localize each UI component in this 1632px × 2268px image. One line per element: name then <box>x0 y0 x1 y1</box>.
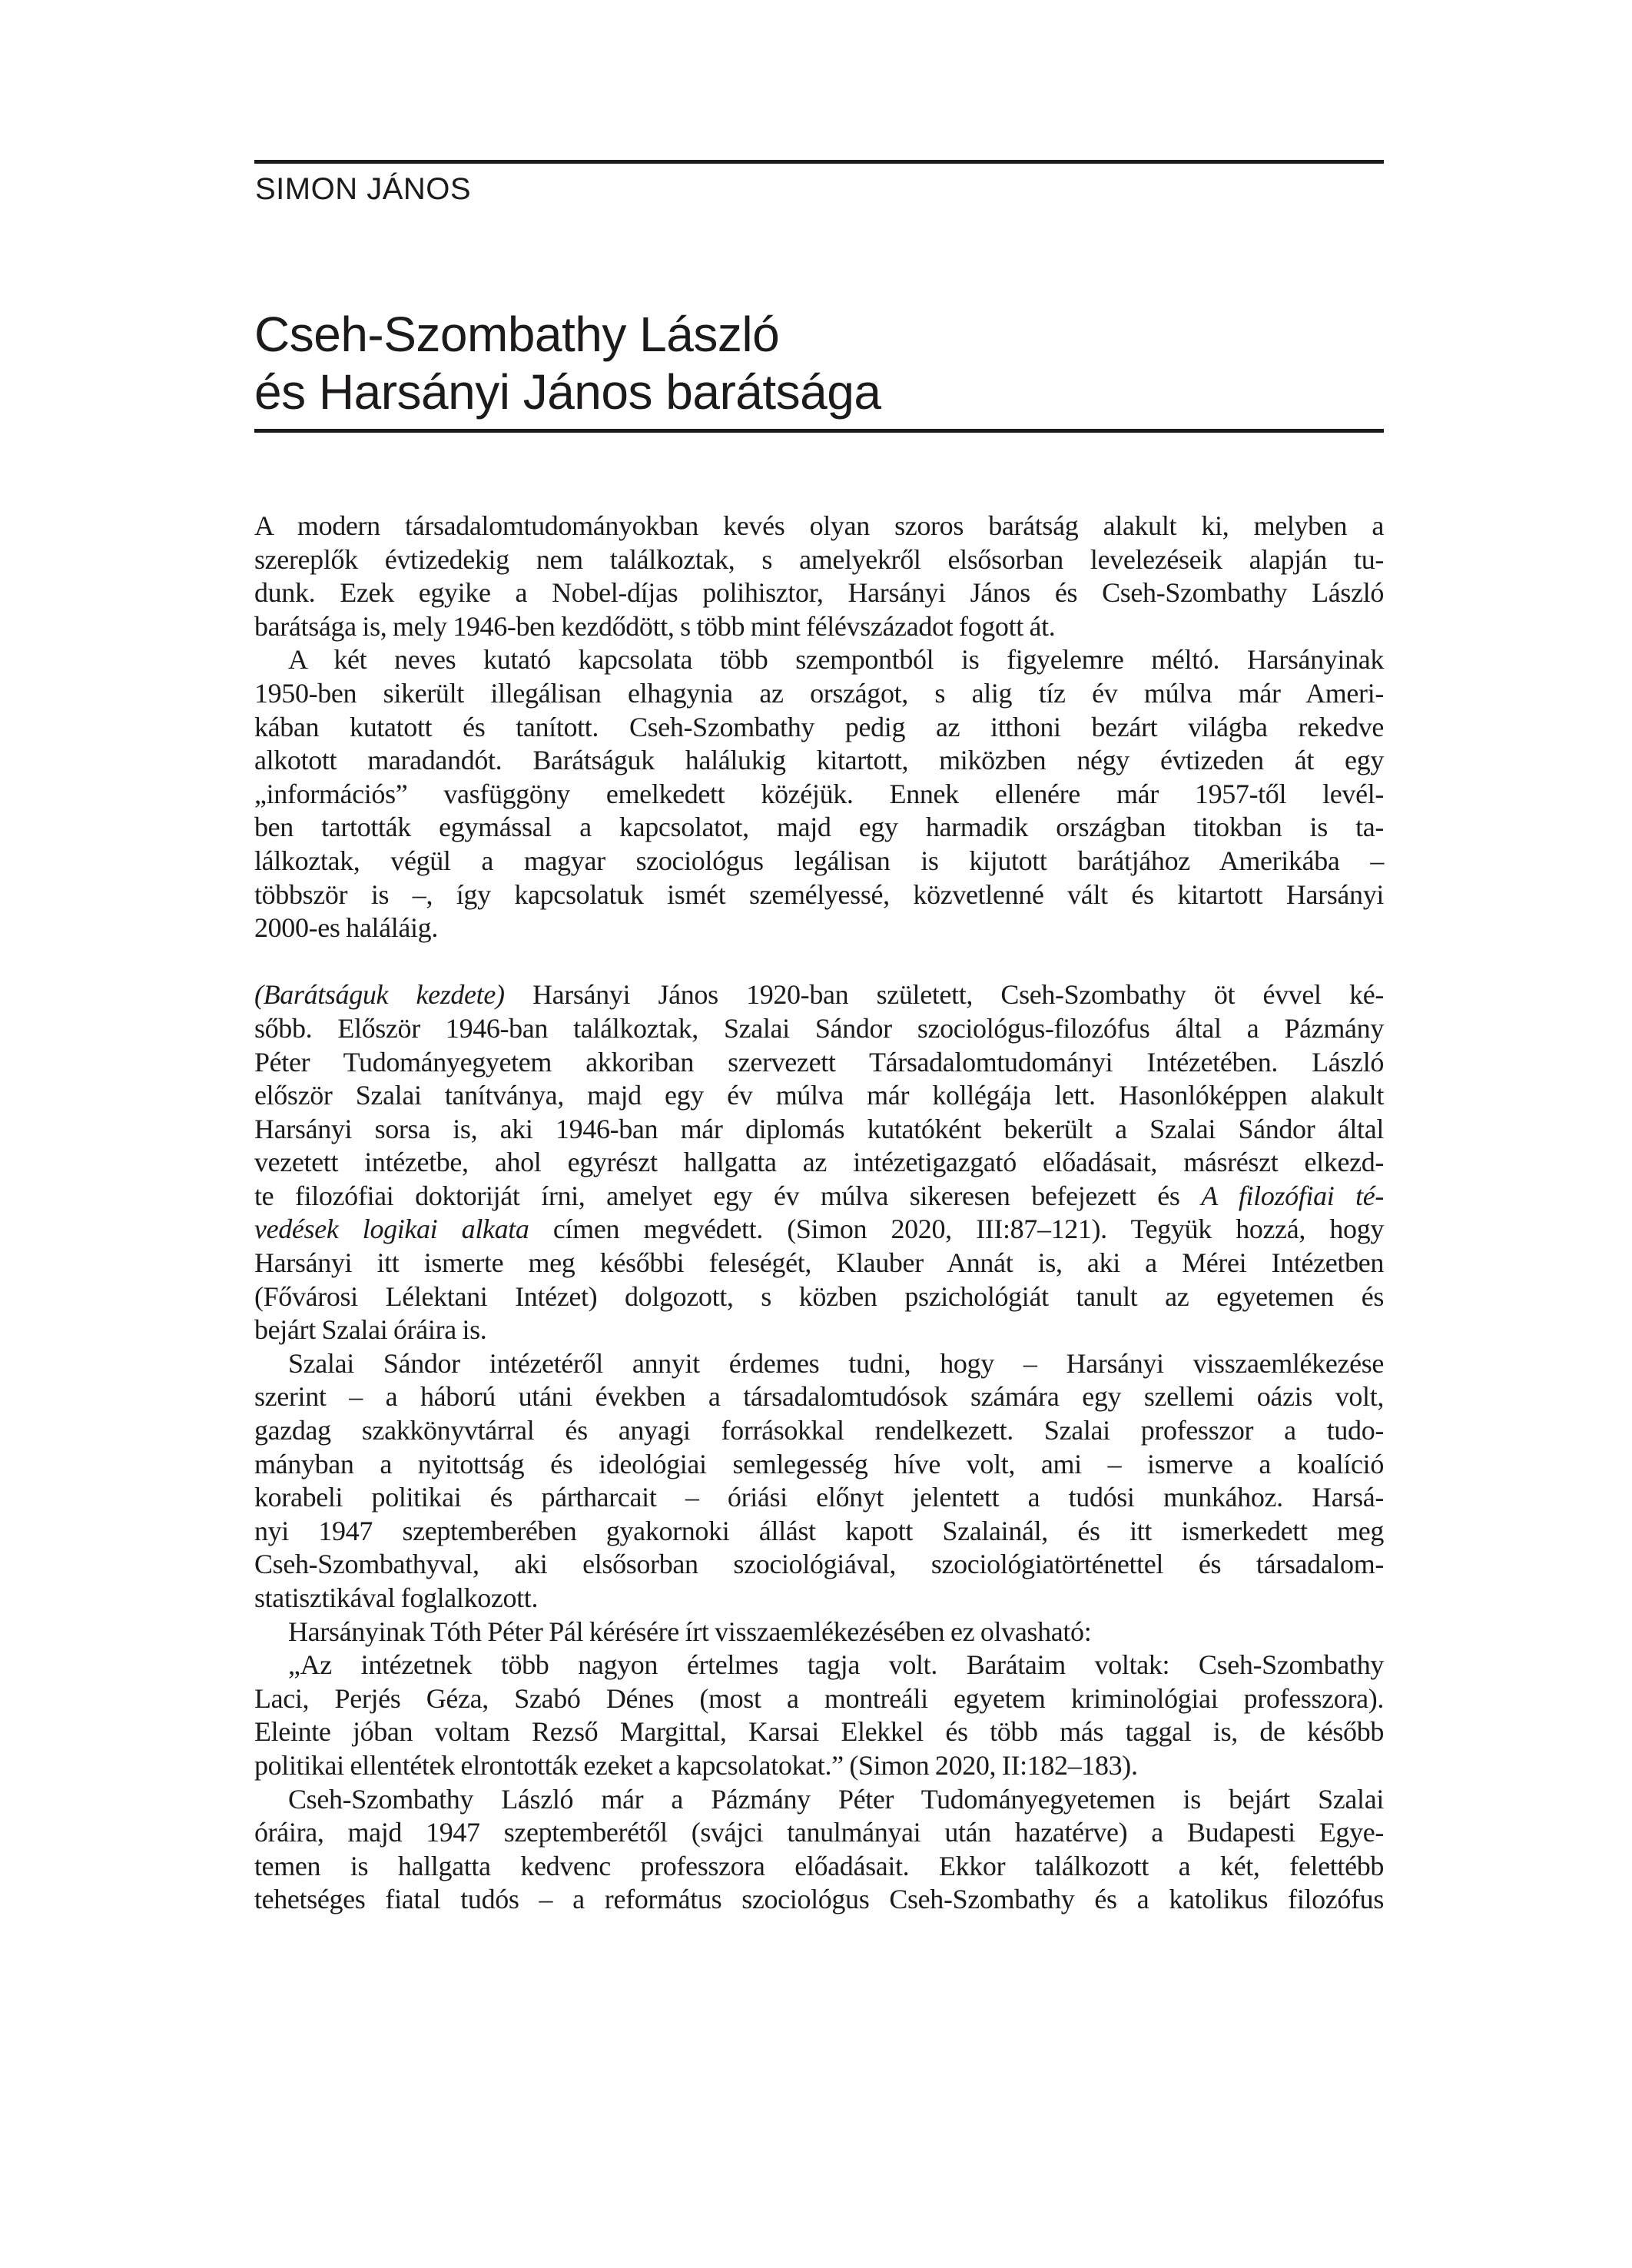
text-line: szereplők évtizedekig nem találkoztak, s amelyekről elsősorban levelezéseik alapján tu- <box>254 543 1384 575</box>
text-line: többször is –, így kapcsolatuk ismét személyessé, közvetlenné vált és kitartott Harsányi <box>254 878 1384 910</box>
paragraph <box>254 1615 1384 1649</box>
block-quote <box>254 1649 1384 1782</box>
text-line: „Az intézetnek több nagyon értelmes tagja volt. Barátaim voltak: Cseh-Szombathy <box>288 1649 1384 1681</box>
text-line: tehetséges fiatal tudós – a református szociológus Cseh-Szombathy és a katolikus filozófus <box>254 1884 1384 1915</box>
text-line: politikai ellentétek elrontották ezeket a kapcsolatokat.” (Simon 2020, II:182–183). <box>254 1749 1138 1781</box>
paragraph <box>254 1783 1384 1917</box>
text-line: Cseh-Szombathyval, aki elsősorban szociológiával, szociológiatörténettel és társadalom- <box>254 1549 1384 1580</box>
text-line: 1950-ben sikerült illegálisan elhagynia az országot, s alig tíz év múlva már Ameri- <box>254 677 1384 709</box>
text-line: gazdag szakkönyvtárral és anyagi forrásokkal rendelkezett. Szalai professzor a tudo- <box>254 1415 1384 1446</box>
article-body <box>254 510 1384 1917</box>
text-line: 2000-es haláláig. <box>254 912 438 944</box>
book-title-italic: A filozófiai té- <box>1201 1180 1384 1211</box>
book-title-italic: vedések logikai alkata <box>254 1214 529 1245</box>
text-line: Cseh-Szombathy László már a Pázmány Péter Tudományegyetemen is bejárt Szalai <box>288 1783 1384 1815</box>
text-line: óráira, majd 1947 szeptemberétől (svájci tanulmányai után hazatérve) a Budapesti Egye- <box>254 1817 1384 1848</box>
author-name: SIMON JÁNOS <box>255 172 472 206</box>
paragraph <box>254 510 1384 643</box>
paragraph <box>254 1347 1384 1615</box>
text-line: vezetett intézetbe, ahol egyrészt hallgatta az intézetigazgató előadásait, másrészt elkezd- <box>254 1147 1384 1178</box>
text-line: lálkoztak, végül a magyar szociológus legálisan is kijutott barátjához Amerikába – <box>254 845 1384 876</box>
text-line: barátsága is, mely 1946-ben kezdődött, s több mint félévszázadot fogott át. <box>254 610 1056 642</box>
text-line: Laci, Perjés Géza, Szabó Dénes (most a montreáli egyetem kriminológiai professzora). <box>254 1682 1384 1714</box>
text-line: temen is hallgatta kedvenc professzora előadásait. Ekkor találkozott a két, felettébb <box>254 1850 1384 1881</box>
text-line: Harsányi sorsa is, aki 1946-ban már diplomás kutatóként bekerült a Szalai Sándor által <box>254 1113 1384 1144</box>
text-line: kában kutatott és tanított. Cseh-Szombathy pedig az itthoni bezárt világba rekedve <box>254 711 1384 742</box>
top-rule <box>254 160 1384 164</box>
text-run: te filozófiai doktoriját írni, amelyet egy év múlva sikeresen befejezett és <box>254 1180 1202 1211</box>
paragraph <box>254 643 1384 945</box>
article-title-line-1: Cseh-Szombathy László <box>254 307 780 362</box>
text-line: A két neves kutató kapcsolata több szempontból is figyelemre méltó. Harsányinak <box>288 644 1384 676</box>
text-run: Harsányi János 1920-ban született, Cseh-Szombathy öt évvel ké- <box>504 979 1384 1011</box>
paragraph <box>254 978 1384 1347</box>
text-line: Harsányi itt ismerte meg későbbi feleségét, Klauber Annát is, aki a Mérei Intézetben <box>254 1247 1384 1279</box>
text-line: A modern társadalomtudományokban kevés olyan szoros barátság alakult ki, melyben a <box>254 510 1384 541</box>
text-line: mányban a nyitottság és ideológiai semlegesség híve volt, ami – ismerve a koalíció <box>254 1448 1384 1479</box>
text-line: (Fővárosi Lélektani Intézet) dolgozott, s közben pszichológiát tanult az egyetemen és <box>254 1280 1384 1312</box>
text-line: dunk. Ezek egyike a Nobel-díjas polihisztor, Harsányi János és Cseh-Szombathy László <box>254 577 1384 609</box>
text-line: sőbb. Először 1946-ban találkoztak, Szalai Sándor szociológus-filozófus által a Pázmány <box>254 1012 1384 1044</box>
text-line <box>254 1180 1384 1214</box>
text-run: címen megvédett. (Simon 2020, III:87–121). Tegyük hozzá, hogy <box>529 1214 1384 1245</box>
text-line: ben tartották egymással a kapcsolatot, majd egy harmadik országban titokban is ta- <box>254 812 1384 843</box>
text-line: Eleinte jóban voltam Rezső Margittal, Karsai Elekkel és több más taggal is, de később <box>254 1716 1384 1748</box>
text-line: bejárt Szalai óráira is. <box>254 1314 487 1346</box>
article-title-line-2: és Harsányi János barátsága <box>254 364 881 420</box>
text-line: Harsányinak Tóth Péter Pál kérésére írt visszaemlékezésében ez olvasható: <box>288 1615 1092 1647</box>
text-line: először Szalai tanítványa, majd egy év múlva már kollégája lett. Hasonlóképpen alakult <box>254 1080 1384 1111</box>
text-line: Péter Tudományegyetem akkoriban szervezett Társadalomtudományi Intézetében. László <box>254 1046 1384 1078</box>
text-line: „információs” vasfüggöny emelkedett közéjük. Ennek ellenére már 1957-től levél- <box>254 778 1384 809</box>
text-line: szerint – a háború utáni években a társadalomtudósok számára egy szellemi oázis volt, <box>254 1381 1384 1413</box>
text-line: alkotott maradandót. Barátságuk halálukig kitartott, miközben négy évtizeden át egy <box>254 745 1384 776</box>
section-run-in-heading: (Barátságuk kezdete) <box>254 979 505 1011</box>
text-line: nyi 1947 szeptemberében gyakornoki állást kapott Szalainál, és itt ismerkedett meg <box>254 1515 1384 1546</box>
text-line <box>254 978 1384 1012</box>
text-line: Szalai Sándor intézetéről annyit érdemes tudni, hogy – Harsányi visszaemlékezése <box>288 1347 1384 1379</box>
text-line: statisztikával foglalkozott. <box>254 1582 539 1613</box>
text-line: korabeli politikai és pártharcait – óriási előnyt jelentett a tudósi munkához. Harsá- <box>254 1482 1384 1513</box>
text-line <box>254 1213 1384 1247</box>
title-rule <box>254 429 1384 433</box>
blank-line <box>254 945 1384 979</box>
